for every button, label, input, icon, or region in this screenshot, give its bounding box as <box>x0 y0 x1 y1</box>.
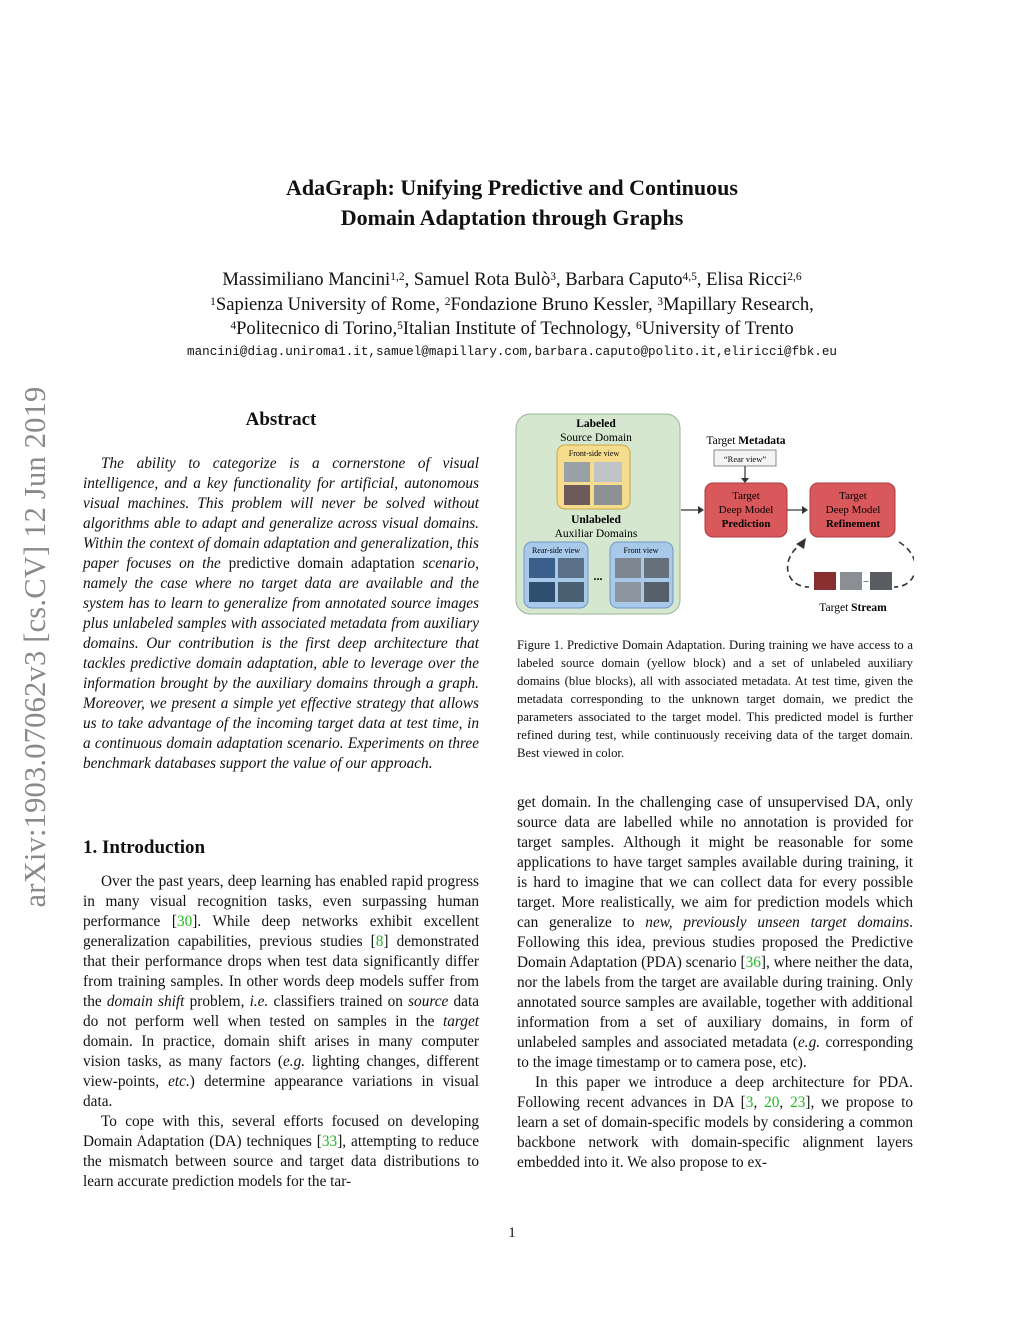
page-number: 1 <box>508 1225 516 1241</box>
author-block <box>0 268 1024 342</box>
body-text: ] demonstrated that their performance drops when test data significantly differ from training samples. In other words deep models suffer from the <box>83 933 479 1010</box>
emphasis-text: domain shift <box>106 993 185 1010</box>
car-image <box>564 485 590 505</box>
metadata-arrow-head <box>741 478 749 483</box>
affiliation-name: Fondazione Bruno Kessler, <box>450 293 658 315</box>
body-text: ]. While deep networks exhibit excellent generalization capabilities, previous studies [ <box>83 913 479 950</box>
abstract-text <box>83 454 479 774</box>
author-emails: mancini@diag.uniroma1.it,samuel@mapillary.com,barbara.caputo@polito.it,eliricci@fbk.eu <box>187 345 837 359</box>
body-text: In this paper we introduce a deep architecture for PDA. Following recent advances in DA [ <box>517 1074 913 1111</box>
title-line-1: AdaGraph: Unifying Predictive and Continuous <box>286 175 738 200</box>
right-column-text <box>517 793 913 1173</box>
ellipsis-label: ... <box>593 569 603 583</box>
figure-1-caption: Figure 1. Predictive Domain Adaptation. During training we have access to a labeled source domain (yellow block) and a set of unlabeled auxiliary domains (blue blocks), all with associated metadata. At test time, given the metadata corresponding to the unknown target domain, we predict the parameters associated to the target model. This predicted model is further refined during test, while continuously receiving data of the target domain. Best viewed in color. <box>517 638 913 760</box>
affiliation-marker: 3 <box>657 295 664 308</box>
body-text: ) determine appearance variations in visual data. <box>83 1073 479 1110</box>
refinement-line-1: Target <box>839 490 867 502</box>
car-image <box>529 558 555 578</box>
stream-car-image <box>814 572 836 590</box>
affiliations-line-2 <box>0 317 1024 342</box>
intro-paragraph-2 <box>83 1112 479 1192</box>
affiliation-name: University of Trento <box>641 318 794 339</box>
intro-paragraph-1 <box>83 872 479 1112</box>
abstract-heading: Abstract <box>245 409 317 430</box>
car-image <box>615 558 641 578</box>
affiliations-line-1 <box>0 293 1024 318</box>
figure-1-diagram <box>514 412 914 622</box>
affiliation-marker: 4 <box>230 320 237 332</box>
body-text: ], we propose to learn a set of domain-specific models by considering a common backbone network with domain-specific alignment layers embedded into it. We also propose to ex- <box>517 1094 913 1171</box>
car-image <box>529 582 555 602</box>
emphasis-text: new, previously unseen target domains <box>645 914 910 931</box>
affiliation-name: Politecnico di Torino, <box>236 318 398 339</box>
body-text: Over the past years, deep learning has enabled rapid progress in many visual recognition tasks, even surpassing human performance [ <box>83 873 479 930</box>
source-domain-label: Source Domain <box>560 432 632 444</box>
author-name: Samuel Rota Bulò <box>413 269 551 290</box>
stream-loop-arrow-head <box>796 538 806 549</box>
author-name: Massimiliano Mancini <box>222 269 391 290</box>
car-image <box>564 462 590 482</box>
car-image <box>558 558 584 578</box>
affiliation-name: Italian Institute of Technology, <box>402 318 637 339</box>
emphasis-text: e.g. <box>797 1034 821 1051</box>
right-paragraph-2 <box>517 1073 913 1173</box>
target-stream-label: Target Stream <box>819 602 887 614</box>
prediction-line-1: Target <box>732 490 760 502</box>
introduction-heading: 1. Introduction <box>83 837 206 858</box>
prediction-line-2: Deep Model <box>718 504 774 516</box>
citation-link[interactable]: 20 <box>764 1094 780 1111</box>
affiliation-name: Sapienza University of Rome, <box>215 293 445 315</box>
body-text: . Following this idea, previous studies proposed the Predictive Domain Adaptation (PDA) scenario [ <box>517 914 913 971</box>
stream-dash: – <box>863 576 869 587</box>
author-name: Elisa Ricci <box>706 269 788 290</box>
right-paragraph-1 <box>517 793 913 1073</box>
introduction-text <box>83 872 479 1192</box>
car-image <box>558 582 584 602</box>
emphasis-text: target <box>443 1013 479 1030</box>
stream-car-image <box>870 572 892 590</box>
affiliation-marker: 2 <box>444 295 451 308</box>
affiliation-name: Mapillary Research, <box>663 293 814 315</box>
car-image <box>615 582 641 602</box>
auxiliar-domains-label: Auxiliar Domains <box>554 528 638 540</box>
citation-link[interactable]: 8 <box>375 933 384 950</box>
body-text: lighting changes, different view-points, <box>83 1053 479 1090</box>
affiliation-marker: 1,2 <box>390 271 405 283</box>
body-text: problem, <box>184 993 250 1010</box>
body-text: data do not perform well when tested on samples in the <box>83 993 480 1030</box>
refinement-line-3: Refinement <box>825 518 881 530</box>
abstract-part-2: scenario, namely the case where no target data are available and the system has to learn to generalize from annotated source images plus unlabeled samples with associated metadata from auxiliary domains. Our contribution is the first deep architecture that tackles predictive domain adaptation, able to leverage over the information brought by the auxiliary domains through a graph. Moreover, we present a simple yet effective strategy that allows us to take advantage of the incoming target data at test time, in a continuous domain adaptation scenario. Experiments on three benchmark databases support the value of our approach. <box>83 555 479 772</box>
car-image <box>594 485 622 505</box>
body-text: ], where neither the data, nor the labels from the target are available during training. Only annotated source samples are available, together with additional information from a set of auxiliary domains, in form of unlabeled samples and associated metadata ( <box>517 954 913 1051</box>
affiliation-marker: 1 <box>210 295 216 308</box>
unlabeled-label: Unlabeled <box>571 514 621 526</box>
body-text: classifiers trained on <box>268 993 409 1010</box>
domains-to-prediction-arrow-head <box>698 506 704 514</box>
front-side-view-label: Front-side view <box>568 449 620 458</box>
prediction-line-3: Prediction <box>721 518 771 530</box>
affiliation-marker: 6 <box>636 320 642 332</box>
abstract-part-1: The ability to categorize is a cornerstone of visual intelligence, and a key functionality for artificial, autonomous visual machines. This problem will never be solved without algorithms able to adapt and generalize across visual domains. Within the context of domain adaptation and generalization, this paper focuses on the <box>83 455 479 572</box>
citation-link[interactable]: 33 <box>321 1133 338 1150</box>
target-metadata-label: Target Metadata <box>706 435 786 447</box>
car-image <box>644 558 669 578</box>
front-view-label: Front view <box>623 546 659 555</box>
rear-view-metadata-label: “Rear view” <box>723 454 767 464</box>
body-text: , <box>779 1094 791 1111</box>
car-image <box>594 462 622 482</box>
abstract-upright-1: predictive domain adaptation <box>228 555 415 572</box>
body-text: corresponding to the image timestamp or to camera pose, etc). <box>517 1034 913 1071</box>
emphasis-text: etc. <box>168 1073 190 1090</box>
arxiv-identifier: arXiv:1903.07062v3 [cs.CV] 12 Jun 2019 <box>18 386 52 908</box>
citation-link[interactable]: 3 <box>745 1094 754 1111</box>
body-text: domain. In practice, domain shift arises in many computer vision tasks, as many factors ( <box>83 1033 479 1070</box>
citation-link[interactable]: 36 <box>745 954 761 971</box>
emphasis-text: source <box>408 993 449 1010</box>
paper-title <box>0 173 1024 233</box>
body-text: ], attempting to reduce the mismatch between source and target data distributions to learn accurate prediction models for the tar- <box>83 1133 479 1190</box>
body-text: To cope with this, several efforts focused on developing Domain Adaptation (DA) techniques [ <box>83 1113 479 1150</box>
emphasis-text: i.e. <box>249 993 269 1010</box>
prediction-to-refinement-arrow-head <box>802 506 808 514</box>
body-text: , <box>753 1094 765 1111</box>
labeled-label: Labeled <box>576 418 616 430</box>
author-names: Massimiliano Mancini$^{1,2}$, Samuel Rota Bulò$^3$, Barbara Caputo$^{4,5}$, Elisa Ricci$^{2,6}$ <box>222 269 802 290</box>
author-name: Barbara Caputo <box>565 269 683 290</box>
rear-side-view-label: Rear-side view <box>531 546 581 555</box>
car-image <box>644 582 669 602</box>
refinement-line-2: Deep Model <box>825 504 881 516</box>
affiliation-marker: 3 <box>550 271 556 283</box>
emphasis-text: e.g. <box>282 1053 306 1070</box>
affiliation-marker: 5 <box>397 320 403 332</box>
affiliation-marker: 4,5 <box>682 271 697 283</box>
citation-link[interactable]: 23 <box>790 1094 806 1111</box>
stream-car-image <box>840 572 862 590</box>
body-text: get domain. In the challenging case of unsupervised DA, only source data are labelled while no annotation is provided for target samples. Although it might be reasonable for some applications to have target samples available during training, it is hard to imagine that we can collect data for every possible target. More realistically, we aim for prediction models which can generalize to <box>517 794 913 931</box>
title-line-2: Domain Adaptation through Graphs <box>340 205 684 230</box>
affiliation-marker: 2,6 <box>787 271 802 283</box>
citation-link[interactable]: 30 <box>177 913 193 930</box>
